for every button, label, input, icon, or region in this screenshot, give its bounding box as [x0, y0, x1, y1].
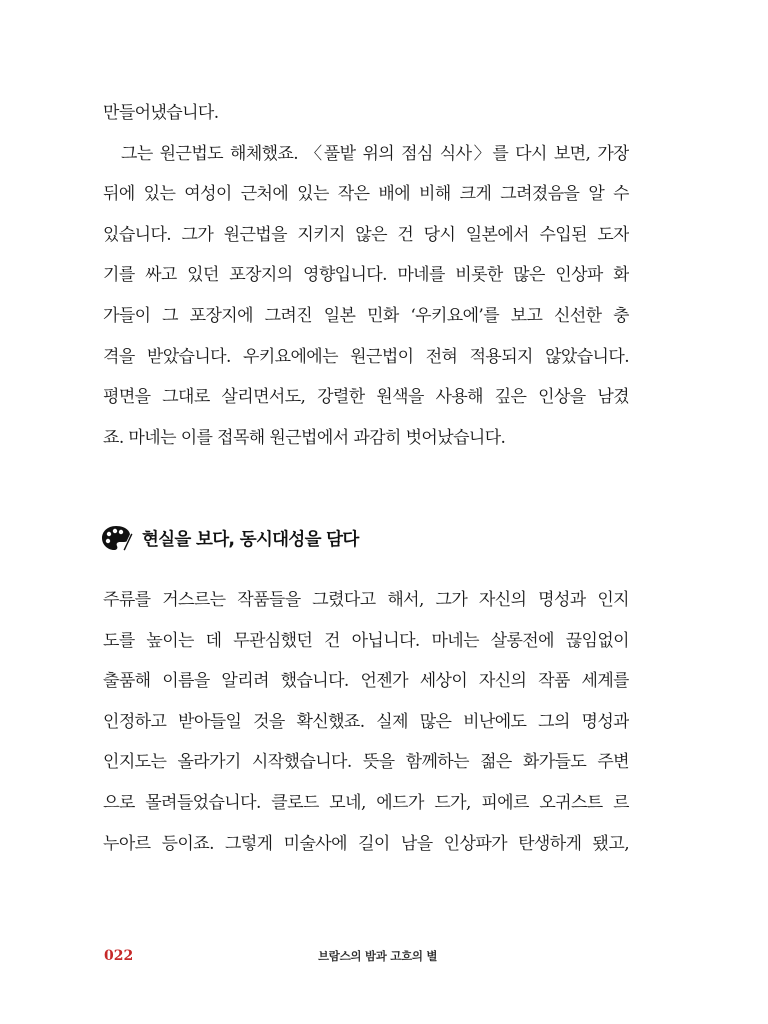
text-line: 평면을 그대로 살리면서도, 강렬한 원색을 사용해 깊은 인상을 남겼 [103, 387, 629, 408]
text-line: 기를 싸고 있던 포장지의 영향입니다. 마네를 비롯한 많은 인상파 화 [103, 265, 629, 286]
body-text-section-2 [103, 580, 629, 864]
text-line: 인지도는 올라가기 시작했습니다. 뜻을 함께하는 젊은 화가들도 주변 [103, 752, 629, 773]
text-line: 주류를 거스르는 작품들을 그렸다고 해서, 그가 자신의 명성과 인지 [103, 590, 629, 610]
text-line: 가들이 그 포장지에 그려진 일본 민화 ‘우키요에’를 보고 신선한 충 [103, 305, 629, 326]
body-text-section-1 [103, 93, 629, 458]
text-line: 죠. 마네는 이를 접목해 원근법에서 과감히 벗어났습니다. [103, 427, 506, 448]
section-heading [100, 518, 359, 558]
page-footer [0, 945, 768, 967]
page-number: 022 [104, 948, 134, 964]
palette-icon [100, 523, 134, 553]
text-line: 으로 몰려들었습니다. 클로드 모네, 에드가 드가, 피에르 오귀스트 르 [103, 792, 629, 813]
section-heading-text: 현실을 보다, 동시대성을 담다 [142, 529, 359, 550]
text-line: 출품해 이름을 알리려 했습니다. 언젠가 세상이 자신의 작품 세계를 [103, 671, 629, 692]
book-title: 브람스의 밤과 고흐의 별 [318, 949, 438, 963]
text-line: 있습니다. 그가 원근법을 지키지 않은 건 당시 일본에서 수입된 도자 [103, 224, 629, 245]
text-line: 뒤에 있는 여성이 근처에 있는 작은 배에 비해 크게 그려졌음을 알 수 [103, 184, 629, 205]
text-line: 인정하고 받아들일 것을 확신했죠. 실제 많은 비난에도 그의 명성과 [103, 711, 629, 732]
text-line: 도를 높이는 데 무관심했던 건 아닙니다. 마네는 살롱전에 끊임없이 [103, 630, 629, 651]
text-line: 격을 받았습니다. 우키요에에는 원근법이 전혀 적용되지 않았습니다. [103, 346, 629, 367]
text-line: 누아르 등이죠. 그렇게 미술사에 길이 남을 인상파가 탄생하게 됐고, [103, 833, 629, 854]
text-line: 만들어냈습니다. [103, 103, 219, 123]
text-line: 그는 원근법도 해체했죠. 〈풀밭 위의 점심 식사〉를 다시 보면, 가장 [121, 143, 629, 164]
